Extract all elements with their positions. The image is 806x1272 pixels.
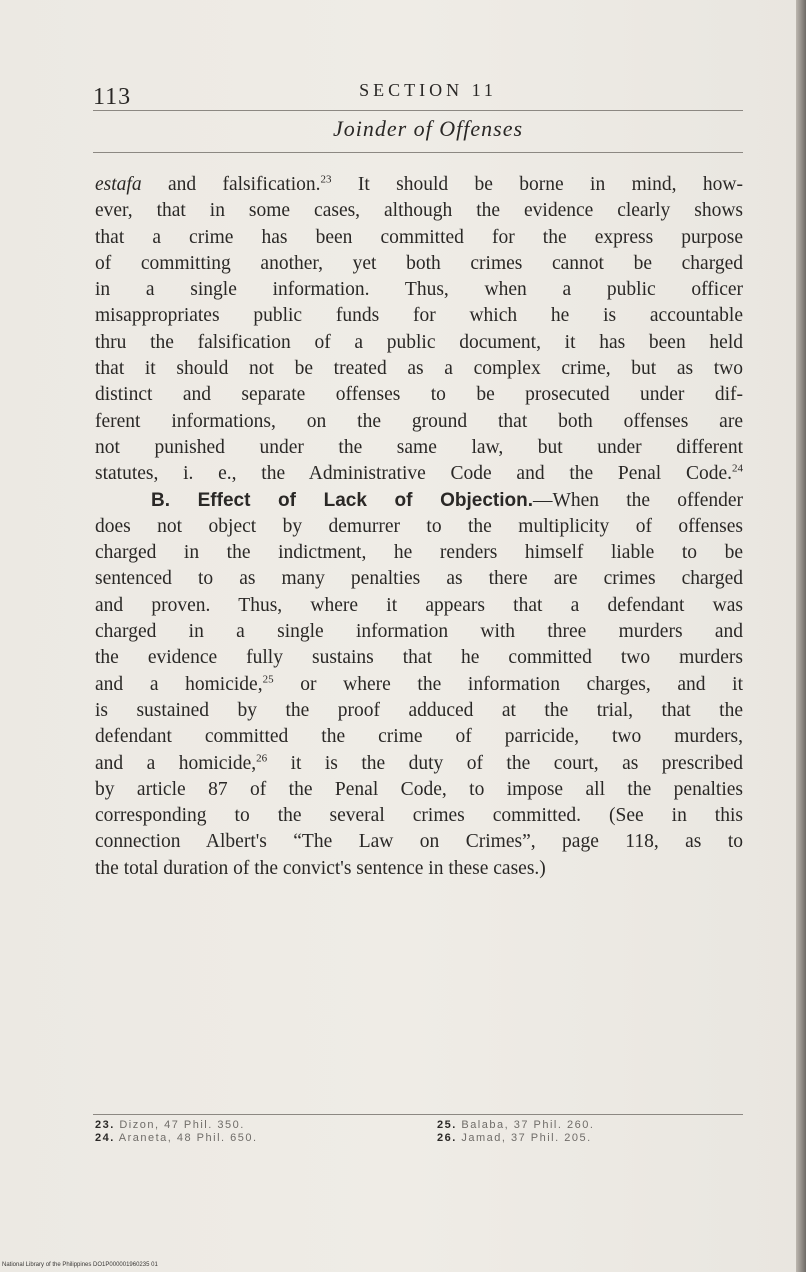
text-line: the evidence fully sustains that he committed two murders	[95, 647, 743, 669]
section-heading: B. Effect of Lack of Objection.	[151, 489, 533, 511]
text-line: distinct and separate offenses to be prosecuted under dif-	[95, 384, 743, 406]
text-line: thru the falsification of a public document, it has been held	[95, 331, 743, 353]
text-line: B. Effect of Lack of Objection.—When the offender	[151, 489, 743, 511]
text-line: of committing another, yet both crimes cannot be charged	[95, 252, 743, 274]
text-line: and a homicide,$^{26}$ it is the duty of the court, as prescribed	[95, 752, 744, 774]
header-rule-bottom	[93, 152, 743, 153]
footnote-ref: 25	[262, 673, 274, 686]
footnote: 26. Jamad, 37 Phil. 205.	[437, 1132, 592, 1144]
footnote-ref: 26	[256, 752, 268, 765]
text-line: connection Albert's “The Law on Crimes”, page 118, as to	[95, 831, 743, 853]
text-line: sentenced to as many penalties as there are crimes charged	[95, 568, 743, 590]
text-line: that a crime has been committed for the express purpose	[95, 226, 743, 248]
footnote-ref: 24	[732, 462, 743, 475]
text-line: ferent informations, on the ground that both offenses are	[95, 410, 743, 432]
scan-colophon: National Library of the Philippines DO1P000001960235 01	[2, 1262, 158, 1268]
text-line: does not object by demurrer to the multiplicity of offenses	[95, 515, 743, 537]
text-line: the total duration of the convict's sentence in these cases.)	[95, 857, 546, 879]
text-line: estafa and falsification.$^{23}$ It should be borne in mind, how-	[95, 173, 743, 195]
text-line: in a single information. Thus, when a public officer	[95, 279, 743, 301]
text-line: that it should not be treated as a complex crime, but as two	[95, 358, 743, 380]
running-header	[93, 80, 743, 110]
footnote-column-left	[95, 1119, 415, 1145]
page-edge-shadow	[796, 0, 806, 1272]
text-line: charged in a single information with three murders and	[95, 621, 743, 643]
text-line: statutes, i. e., the Administrative Code and the Penal Code.$^{24}$	[95, 462, 743, 485]
text-line: defendant committed the crime of parricide, two murders,	[95, 726, 743, 748]
italic-term: estafa	[95, 174, 142, 195]
text-line: corresponding to the several crimes committed. (See in this	[95, 805, 743, 827]
text-line: and proven. Thus, where it appears that a defendant was	[95, 594, 743, 616]
footnote-column-right	[437, 1119, 757, 1145]
text-line: charged in the indictment, he renders himself liable to be	[95, 542, 743, 564]
text-line: is sustained by the proof adduced at the trial, that the	[95, 699, 743, 721]
header-rule-top	[93, 110, 743, 111]
footnote: 24. Araneta, 48 Phil. 650.	[95, 1132, 258, 1144]
running-subtitle: Joinder of Offenses	[332, 116, 524, 141]
section-label: SECTION 11	[359, 80, 497, 100]
text-line: and a homicide,$^{25}$ or where the information charges, and it	[95, 673, 744, 695]
footnote-rule	[93, 1114, 743, 1115]
page-number: 113	[93, 84, 132, 110]
text-line: ever, that in some cases, although the evidence clearly shows	[95, 200, 743, 222]
text-line: misappropriates public funds for which he is accountable	[95, 305, 743, 327]
text-line: by article 87 of the Penal Code, to impose all the penalties	[95, 778, 743, 800]
footnote: 25. Balaba, 37 Phil. 260.	[437, 1119, 595, 1131]
footnote-ref: 23	[320, 173, 332, 186]
footnote: 23. Dizon, 47 Phil. 350.	[95, 1119, 245, 1131]
text-line: not punished under the same law, but under different	[95, 436, 743, 458]
body-text	[95, 172, 743, 882]
